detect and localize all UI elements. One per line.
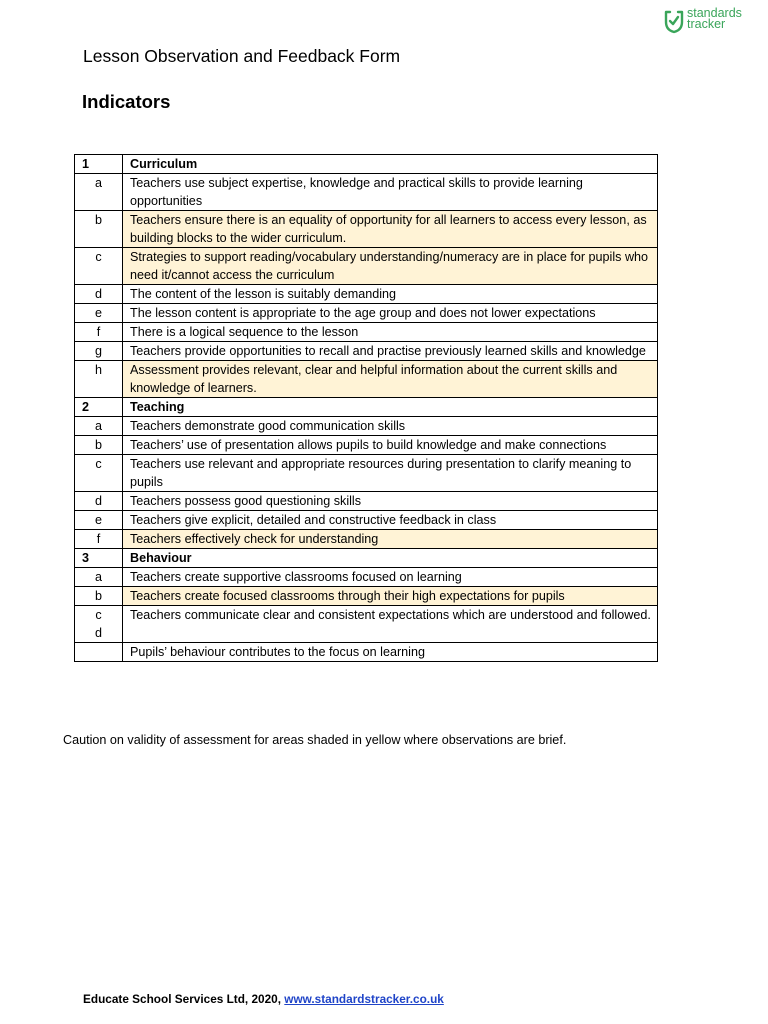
indicator-text: The lesson content is appropriate to the age group and does not lower expectations — [123, 304, 658, 323]
indicators-table — [74, 154, 658, 662]
section-number: 3 — [75, 549, 123, 568]
logo-line-1: standards — [687, 6, 742, 20]
indicator-key: c d — [75, 606, 123, 643]
indicator-key: d — [75, 492, 123, 511]
indicator-row — [75, 530, 658, 549]
indicator-row — [75, 455, 658, 492]
indicator-row — [75, 417, 658, 436]
standards-tracker-logo — [664, 8, 742, 34]
indicator-key: e — [75, 304, 123, 323]
indicator-text: Teachers create focused classrooms through their high expectations for pupils — [123, 587, 658, 606]
indicator-row — [75, 323, 658, 342]
logo-line-2: tracker — [687, 17, 726, 31]
indicator-key: b — [75, 211, 123, 248]
footer-text: Educate School Services Ltd, 2020, — [83, 992, 285, 1006]
indicator-text: Teachers ensure there is an equality of opportunity for all learners to access every lesson, as building blocks to the wider curriculum. — [123, 211, 658, 248]
indicator-key: g — [75, 342, 123, 361]
indicator-row — [75, 174, 658, 211]
indicator-row — [75, 361, 658, 398]
indicator-key: b — [75, 587, 123, 606]
indicator-key: h — [75, 361, 123, 398]
indicator-row — [75, 606, 658, 643]
indicator-row — [75, 436, 658, 455]
caution-note: Caution on validity of assessment for areas shaded in yellow where observations are brief. — [63, 733, 567, 747]
indicator-key: b — [75, 436, 123, 455]
indicator-key: a — [75, 417, 123, 436]
indicator-row — [75, 285, 658, 304]
indicator-text: Teachers give explicit, detailed and constructive feedback in class — [123, 511, 658, 530]
section-heading: Behaviour — [123, 549, 658, 568]
indicator-row — [75, 211, 658, 248]
indicator-key: c — [75, 455, 123, 492]
page-title: Lesson Observation and Feedback Form — [83, 46, 401, 66]
indicator-text: Teachers use subject expertise, knowledge and practical skills to provide learning opportunities — [123, 174, 658, 211]
indicator-key: e — [75, 511, 123, 530]
indicator-text: The content of the lesson is suitably demanding — [123, 285, 658, 304]
indicator-text: Strategies to support reading/vocabulary understanding/numeracy are in place for pupils who need it/cannot access the curriculum — [123, 248, 658, 285]
indicator-key: f — [75, 530, 123, 549]
section-heading-indicators: Indicators — [82, 91, 171, 112]
section-number: 2 — [75, 398, 123, 417]
indicator-row — [75, 342, 658, 361]
indicator-text: Teachers create supportive classrooms focused on learning — [123, 568, 658, 587]
indicator-text: Teachers provide opportunities to recall and practise previously learned skills and knowledge — [123, 342, 658, 361]
indicator-text: Teachers use relevant and appropriate resources during presentation to clarify meaning to pupils — [123, 455, 658, 492]
indicator-key: c — [75, 248, 123, 285]
indicator-text: Pupils’ behaviour contributes to the focus on learning — [123, 643, 658, 662]
indicator-key: d — [75, 285, 123, 304]
indicator-text: Teachers communicate clear and consistent expectations which are understood and followed. — [123, 606, 658, 643]
section-heading: Teaching — [123, 398, 658, 417]
check-shield-icon — [664, 10, 684, 34]
indicator-row — [75, 587, 658, 606]
indicator-text: Teachers possess good questioning skills — [123, 492, 658, 511]
section-heading: Curriculum — [123, 155, 658, 174]
section-row — [75, 549, 658, 568]
indicator-row — [75, 248, 658, 285]
indicator-key — [75, 643, 123, 662]
indicator-text: Teachers effectively check for understanding — [123, 530, 658, 549]
indicator-key: a — [75, 568, 123, 587]
section-number: 1 — [75, 155, 123, 174]
footer-link[interactable]: www.standardstracker.co.uk — [284, 992, 444, 1006]
indicator-row — [75, 643, 658, 662]
footer — [83, 992, 444, 1006]
indicator-row — [75, 492, 658, 511]
section-row — [75, 398, 658, 417]
indicator-text: Teachers demonstrate good communication skills — [123, 417, 658, 436]
indicator-key: a — [75, 174, 123, 211]
indicator-row — [75, 511, 658, 530]
indicator-text: There is a logical sequence to the lesson — [123, 323, 658, 342]
indicator-key: f — [75, 323, 123, 342]
indicator-row — [75, 568, 658, 587]
indicator-text: Teachers’ use of presentation allows pupils to build knowledge and make connections — [123, 436, 658, 455]
indicator-row — [75, 304, 658, 323]
section-row — [75, 155, 658, 174]
indicators-table-body — [75, 155, 658, 662]
indicator-text: Assessment provides relevant, clear and helpful information about the current skills and knowledge of learners. — [123, 361, 658, 398]
